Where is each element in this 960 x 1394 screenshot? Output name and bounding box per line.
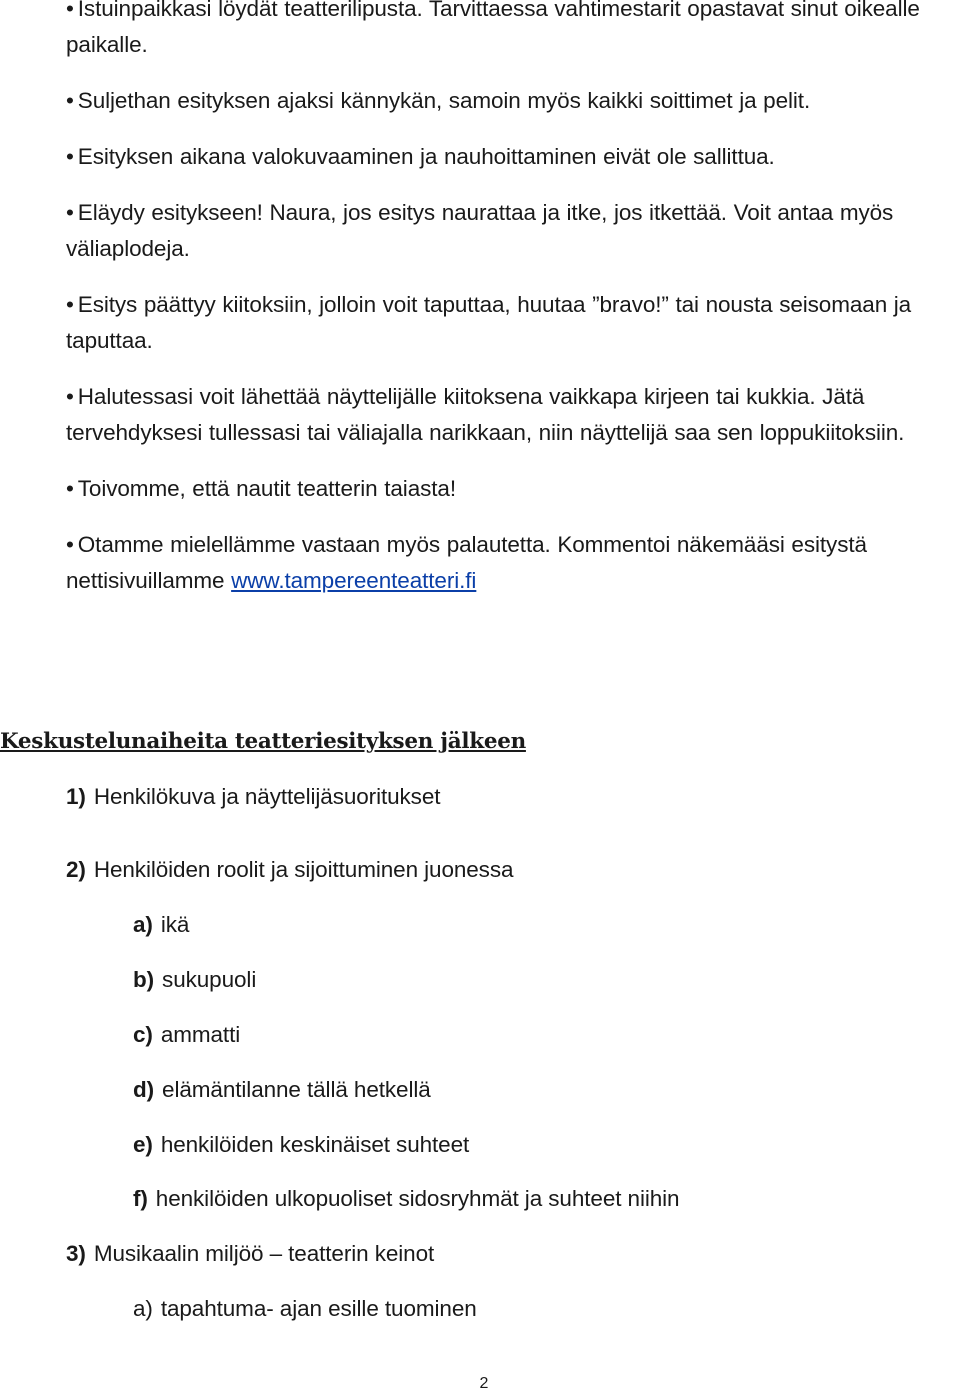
subitem-letter: a) (133, 1296, 153, 1321)
subitem-letter: d) (133, 1077, 155, 1102)
bullet-dot: • (66, 384, 74, 409)
bullet-item-engage (66, 195, 956, 267)
bullet-item-phones (66, 83, 956, 119)
bullet-text: Otamme mielellämme vastaan myös palautetta. Kommentoi näkemääsi esitystä nettisivuillamme (66, 532, 867, 593)
bullet-dot: • (66, 292, 74, 317)
website-link[interactable]: www.tampereenteatteri.fi (231, 568, 477, 593)
subitem-text: henkilöiden ulkopuoliset sidosryhmät ja suhteet niihin (155, 1186, 680, 1211)
subitem-2f (133, 1181, 679, 1217)
subitem-letter: b) (133, 967, 155, 992)
subitem-2e (133, 1127, 469, 1163)
topic-1 (66, 779, 440, 815)
bullet-text: Esitys päättyy kiitoksiin, jolloin voit taputtaa, huutaa ”bravo!” tai nousta seisomaan ja taputtaa. (66, 292, 912, 353)
bullet-dot: • (66, 0, 74, 21)
bullet-item-feedback (66, 527, 956, 599)
theatre-etiquette-list (66, 0, 956, 619)
topic-number: 2) (66, 857, 86, 882)
bullet-text: Esityksen aikana valokuvaaminen ja nauhoittaminen eivät ole sallittua. (77, 144, 775, 169)
bullet-text: Suljethan esityksen ajaksi kännykän, samoin myös kaikki soittimet ja pelit. (77, 88, 811, 113)
subitem-2c (133, 1017, 240, 1053)
bullet-text: Toivomme, että nautit teatterin taiasta! (77, 476, 456, 501)
bullet-dot: • (66, 532, 74, 557)
bullet-dot: • (66, 476, 74, 501)
bullet-item-seat (66, 0, 956, 63)
subitem-2d (133, 1072, 431, 1108)
topic-text: Musikaalin miljöö – teatterin keinot (93, 1241, 435, 1266)
bullet-item-applause (66, 287, 956, 359)
bullet-item-enjoy (66, 471, 956, 507)
subitem-2b (133, 962, 256, 998)
subitem-letter: c) (133, 1022, 153, 1047)
topic-number: 3) (66, 1241, 86, 1266)
topic-text: Henkilöiden roolit ja sijoittuminen juonessa (93, 857, 514, 882)
bullet-text: Eläydy esitykseen! Naura, jos esitys naurattaa ja itke, jos itkettää. Voit antaa myös väliaplodeja. (66, 200, 894, 261)
bullet-dot: • (66, 200, 74, 225)
topic-2 (66, 852, 513, 888)
topic-text: Henkilökuva ja näyttelijäsuoritukset (93, 784, 441, 809)
bullet-item-photography (66, 139, 956, 175)
bullet-item-greetings (66, 379, 956, 451)
subitem-text: tapahtuma- ajan esille tuominen (160, 1296, 477, 1321)
subitem-text: henkilöiden keskinäiset suhteet (160, 1132, 470, 1157)
bullet-dot: • (66, 144, 74, 169)
subitem-letter: f) (133, 1186, 148, 1211)
subitem-2a (133, 907, 189, 943)
topic-3 (66, 1236, 434, 1272)
subitem-3a (133, 1291, 477, 1327)
subitem-text: ammatti (160, 1022, 241, 1047)
subitem-letter: a) (133, 912, 153, 937)
discussion-heading: Keskustelunaiheita teatteriesityksen jälkeen (0, 729, 526, 754)
subitem-text: sukupuoli (162, 967, 257, 992)
subitem-letter: e) (133, 1132, 153, 1157)
bullet-text: Istuinpaikkasi löydät teatterilipusta. Tarvittaessa vahtimestarit opastavat sinut oikealle paikalle. (66, 0, 920, 57)
topic-number: 1) (66, 784, 86, 809)
subitem-text: ikä (160, 912, 190, 937)
subitem-text: elämäntilanne tällä hetkellä (162, 1077, 431, 1102)
bullet-text: Halutessasi voit lähettää näyttelijälle kiitoksena vaikkapa kirjeen tai kukkia. Jätä tervehdyksesi tullessasi tai väliajalla narikkaan, niin näyttelijä saa sen loppukiitoksiin. (66, 384, 905, 445)
bullet-dot: • (66, 88, 74, 113)
page-number: 2 (479, 1375, 489, 1392)
